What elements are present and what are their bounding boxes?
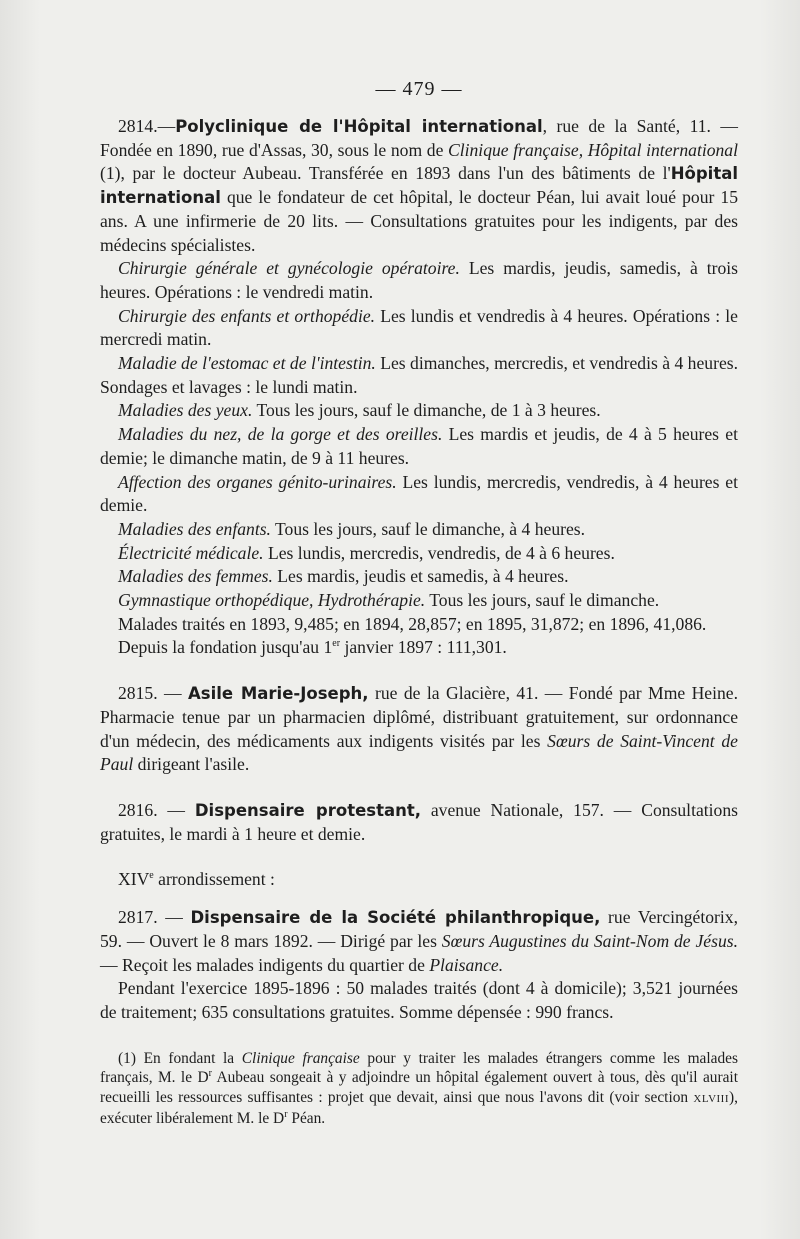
- entry-address: , rue de la Santé, 11.: [542, 116, 711, 136]
- entry-2815: 2815. — Asile Marie-Joseph, rue de la Glacière, 41. — Fondé par Mme Heine. Pharmacie tenue par un pharmacien diplômé, distribuant gratuitement, sur ordonnance d'un médecin, des médicaments aux indigents visités par les Sœurs de Saint-Vincent de Paul dirigeant l'asile.: [100, 683, 739, 775]
- entry-number: 2814.—: [118, 116, 176, 136]
- entry-2817-stats: Pendant l'exercice 1895-1896 : 50 malades traités (dont 4 à domicile); 3,521 journées de traitement; 635 consultations gratuites. Somme dépensée : 990 francs.: [100, 978, 738, 1022]
- footnote: (1) En fondant la Clinique française pour y traiter les malades étrangers comme les malades français, M. le $D^r$ Aubeau songeait à y adjoindre un hôpital également ouvert à tous, dès qu'il aurait recueilli les ressources suffisantes : projet que devait, ainsi que nous l'avons dit (voir section XLVIII), exécuter libéralement M. le $D^r$ Péan.: [100, 1049, 738, 1128]
- schedule: Tous les jours, sauf le dimanche, à 4 heures.: [270, 518, 586, 539]
- entry-name: Dispensaire de la Société philanthropique,: [190, 908, 601, 928]
- specialty: Affection des organes génito-urinaires.: [118, 471, 397, 492]
- schedule: Les dimanches, mercredis, et vendredis à 4 heures. Sondages et lavages : le lundi matin.: [100, 353, 738, 397]
- entry-2814: [100, 115, 738, 660]
- schedule: Tous les jours, sauf le dimanche, de 1 à 3 heures.: [252, 400, 601, 421]
- schedule: Tous les jours, sauf le dimanche.: [425, 590, 660, 611]
- service-line: [100, 399, 738, 423]
- schedule: Les lundis, mercredis, vendredis, à 4 heures et demie.: [100, 471, 738, 516]
- specialty: Maladie de l'estomac et de l'intestin.: [118, 353, 376, 374]
- service-line: [100, 565, 738, 589]
- specialty: Chirurgie générale et gynécologie opératoire.: [118, 258, 460, 279]
- schedule: Les lundis, mercredis, vendredis, de 4 à 6 heures.: [263, 542, 615, 563]
- entry-number: 2815. —: [118, 683, 189, 704]
- entry-2816: 2816. — Dispensaire protestant, avenue Nationale, 157. — Consultations gratuites, le mardi à 1 heure et demie.: [100, 799, 738, 844]
- schedule: Les mardis, jeudis et samedis, à 4 heures.: [272, 566, 569, 587]
- entry-number: 2817. —: [118, 907, 191, 928]
- specialty: Maladies des femmes.: [118, 566, 273, 587]
- specialty: Maladies des yeux.: [118, 400, 253, 421]
- page-number: — 479 —: [375, 78, 463, 100]
- hospital-name: Hôpital international: [100, 164, 738, 208]
- patient-stats: Malades traités en 1893, 9,485; en 1894, 28,857; en 1895, 31,872; en 1896, 41,086.: [118, 613, 707, 634]
- total-since-founding: Depuis la fondation jusqu'au 1er janvier 1897 : 111,301.: [118, 637, 507, 658]
- entry-name: Asile Marie-Joseph,: [188, 684, 369, 704]
- schedule: Les mardis et jeudis, de 4 à 5 heures et demie; le dimanche matin, de 9 à 11 heures.: [100, 424, 738, 468]
- specialty: Maladies des enfants.: [118, 518, 271, 539]
- service-line: [100, 352, 738, 399]
- arrondissement-heading: XIVe arrondissement :: [118, 869, 275, 890]
- schedule: Les mardis, jeudis, samedis, à trois heures. Opérations : le vendredi matin.: [100, 258, 738, 302]
- entry-name: Polyclinique de l'Hôpital international: [175, 117, 543, 136]
- service-line: [100, 542, 738, 566]
- schedule: Les lundis et vendredis à 4 heures. Opérations : le mercredi matin.: [100, 305, 738, 350]
- specialty: Maladies du nez, de la gorge et des oreilles.: [118, 424, 443, 445]
- service-line: [100, 257, 738, 304]
- service-line: [100, 305, 738, 352]
- entry-number: 2816. —: [118, 799, 195, 820]
- service-line: [100, 518, 738, 542]
- specialty: Gymnastique orthopédique, Hydrothérapie.: [118, 590, 426, 611]
- specialty: Chirurgie des enfants et orthopédie.: [118, 305, 376, 326]
- specialty: Électricité médicale.: [118, 542, 264, 563]
- service-line: [100, 471, 738, 518]
- entry-2814-intro: 2814.—Polyclinique de l'Hôpital international, rue de la Santé, 11. — Fondée en 1890, rue d'Assas, 30, sous le nom de Clinique française, Hôpital international (1), par le docteur Aubeau. Transférée en 1893 dans l'un des bâtiments de l'Hôpital international que le fondateur de cet hôpital, le docteur Péan, lui avait loué pour 15 ans. A une infirmerie de 20 lits. — Consultations gratuites pour les indigents, par des médecins spécialistes.: [100, 116, 739, 255]
- entry-2817: 2817. — Dispensaire de la Société philanthropique, rue Vercingétorix, 59. — Ouvert le 8 mars 1892. — Dirigé par les Sœurs Augustines du Saint-Nom de Jésus. — Reçoit les malades indigents du quartier de Plaisance.: [100, 907, 738, 975]
- service-line: [100, 589, 738, 613]
- service-line: [100, 423, 738, 470]
- entry-name: Dispensaire protestant,: [194, 800, 422, 820]
